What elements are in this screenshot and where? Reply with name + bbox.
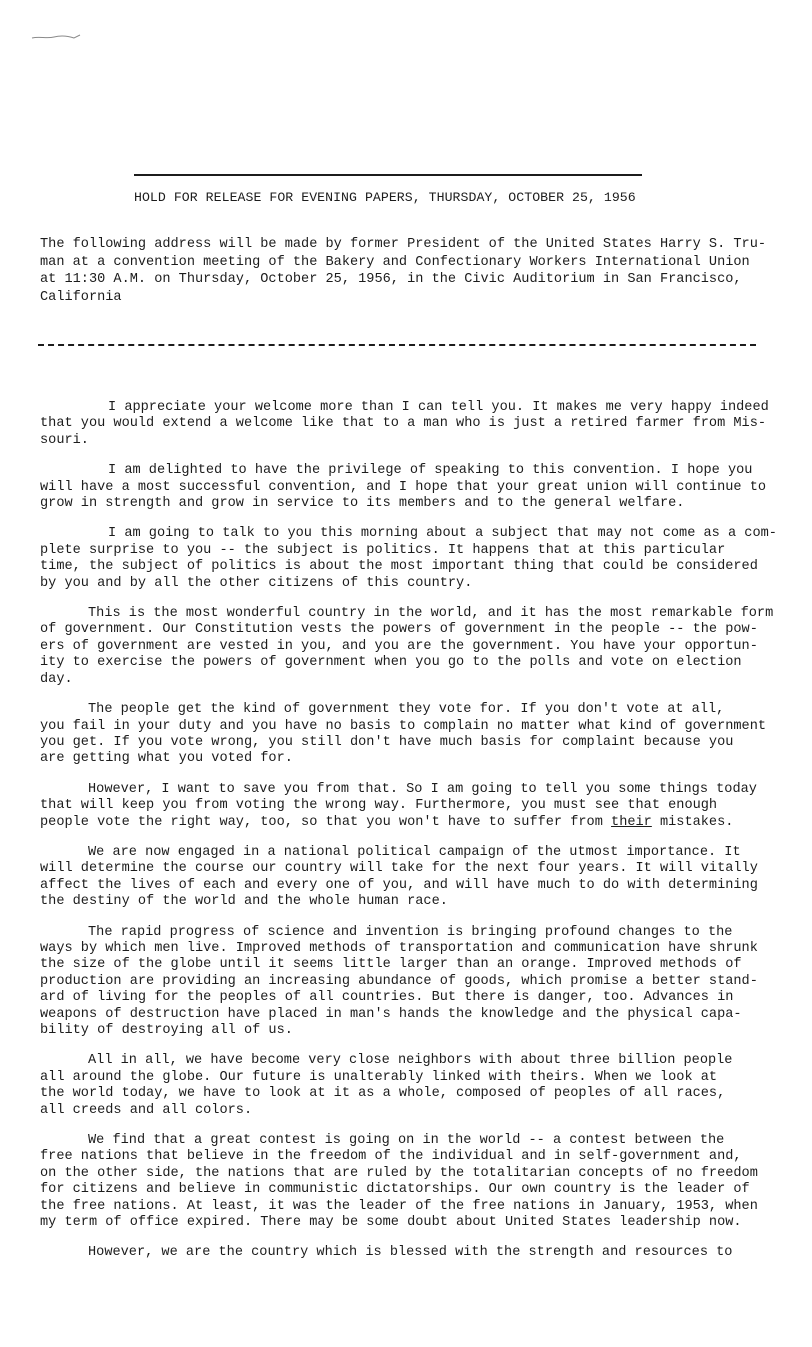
paragraph-however [40,1245,780,1261]
text-line: ard of living for the peoples of all countries. But there is danger, too. Advances in [40,990,734,1006]
text-line: for citizens and believe in communistic dictatorships. Our own country is the leader of [40,1182,750,1198]
text-line: ers of government are vested in you, and you are the government. You have your opportun- [40,638,758,654]
text-line: all creeds and all colors. [40,1102,253,1118]
text-line: I am delighted to have the privilege of speaking to this convention. I hope you [108,463,753,479]
text-line: We are now engaged in a national political campaign of the utmost importance. It [88,844,741,860]
stray-pen-mark [30,32,82,42]
release-notice: HOLD FOR RELEASE FOR EVENING PAPERS, THURSDAY, OCTOBER 25, 1956 [134,190,636,205]
text-line: on the other side, the nations that are ruled by the totalitarian concepts of no freedom [40,1165,758,1181]
text-line: are getting what you voted for. [40,751,293,767]
paragraph-campaign [40,845,780,911]
text-line [40,815,780,831]
paragraph-vote [40,702,780,768]
text-line: the free nations. At least, it was the leader of the free nations in January, 1953, when [40,1198,758,1214]
dashed-separator [38,344,756,346]
text-line: day. [40,671,73,687]
intro-paragraph [40,236,780,306]
paragraph-contest [40,1133,780,1231]
text-line: production are providing an increasing abundance of goods, which promise a better stand- [40,973,758,989]
paragraph-save-you [40,782,780,831]
paragraph-welcome [40,400,780,449]
text-line: I appreciate your welcome more than I can tell you. It makes me very happy indeed [108,400,769,415]
text-fragment: mistakes. [651,814,734,830]
paragraph-government [40,606,780,688]
text-line: ways by which men live. Improved methods of transportation and communication have shrunk [40,940,758,956]
text-line: This is the most wonderful country in the world, and it has the most remarkable form [88,606,774,622]
speech-body [40,400,780,1276]
text-line: the size of the globe until it seems little larger than an orange. Improved methods of [40,957,742,973]
paragraph-convention [40,463,780,512]
text-line: you get. If you vote wrong, you still don't have much basis for complaint because you [40,734,734,750]
paragraph-politics [40,526,780,592]
top-rule [134,174,642,176]
text-line: bility of destroying all of us. [40,1023,293,1038]
text-line: all around the globe. Our future is unalterably linked with theirs. When we look at [40,1069,718,1085]
text-line: you fail in your duty and you have no basis to complain no matter what kind of government [40,718,767,734]
text-line: plete surprise to you -- the subject is politics. It happens that at this particular [40,542,726,558]
intro-line: The following address will be made by former President of the United States Harry S. Tru- [40,237,767,252]
underlined-word: their [611,814,652,830]
text-line: weapons of destruction have placed in man's hands the knowledge and the physical capa- [40,1006,742,1022]
text-line: affect the lives of each and every one of you, and will have much to do with determining [40,877,758,893]
text-line: We find that a great contest is going on in the world -- a contest between the [88,1133,725,1149]
text-line: by you and by all the other citizens of this country. [40,575,473,591]
text-line: The rapid progress of science and invention is bringing profound changes to the [88,924,733,940]
text-line: the destiny of the world and the whole human race. [40,894,448,910]
text-line: the world today, we have to look at it as a whole, composed of peoples of all races, [40,1086,726,1102]
text-line: that will keep you from voting the wrong way. Furthermore, you must see that enough [40,798,718,814]
intro-line: man at a convention meeting of the Bakery and Confectionary Workers International Union [40,254,750,270]
text-fragment: people vote the right way, too, so that you won't have to suffer from [40,814,612,830]
intro-line: at 11:30 A.M. on Thursday, October 25, 1956, in the Civic Auditorium in San Francisco, [40,272,742,287]
text-line: grow in strength and grow in service to its members and to the general welfare. [40,496,685,512]
text-line: However, we are the country which is blessed with the strength and resources to [88,1245,733,1261]
text-line: ity to exercise the powers of government when you go to the polls and vote on election [40,655,742,671]
intro-line: California [40,289,122,305]
text-line: my term of office expired. There may be some doubt about United States leadership now. [40,1215,742,1231]
text-line: will have a most successful convention, and I hope that your great union will continue to [40,479,767,495]
text-line: free nations that believe in the freedom of the individual and in self-government and, [40,1149,742,1165]
text-line: time, the subject of politics is about the most important thing that could be considered [40,559,758,575]
text-line: All in all, we have become very close neighbors with about three billion people [88,1053,733,1069]
paragraph-science [40,925,780,1040]
text-line: The people get the kind of government they vote for. If you don't vote at all, [88,702,725,718]
text-line: However, I want to save you from that. So I am going to tell you some things today [88,781,757,797]
text-line: souri. [40,432,89,448]
paragraph-neighbors [40,1053,780,1119]
text-line: I am going to talk to you this morning about a subject that may not come as a com- [108,526,777,542]
text-line: will determine the course our country will take for the next four years. It will vitally [40,861,758,877]
text-line: that you would extend a welcome like that to a man who is just a retired farmer from Mis- [40,416,767,432]
text-line: of government. Our Constitution vests the powers of government in the people -- the pow- [40,622,758,638]
